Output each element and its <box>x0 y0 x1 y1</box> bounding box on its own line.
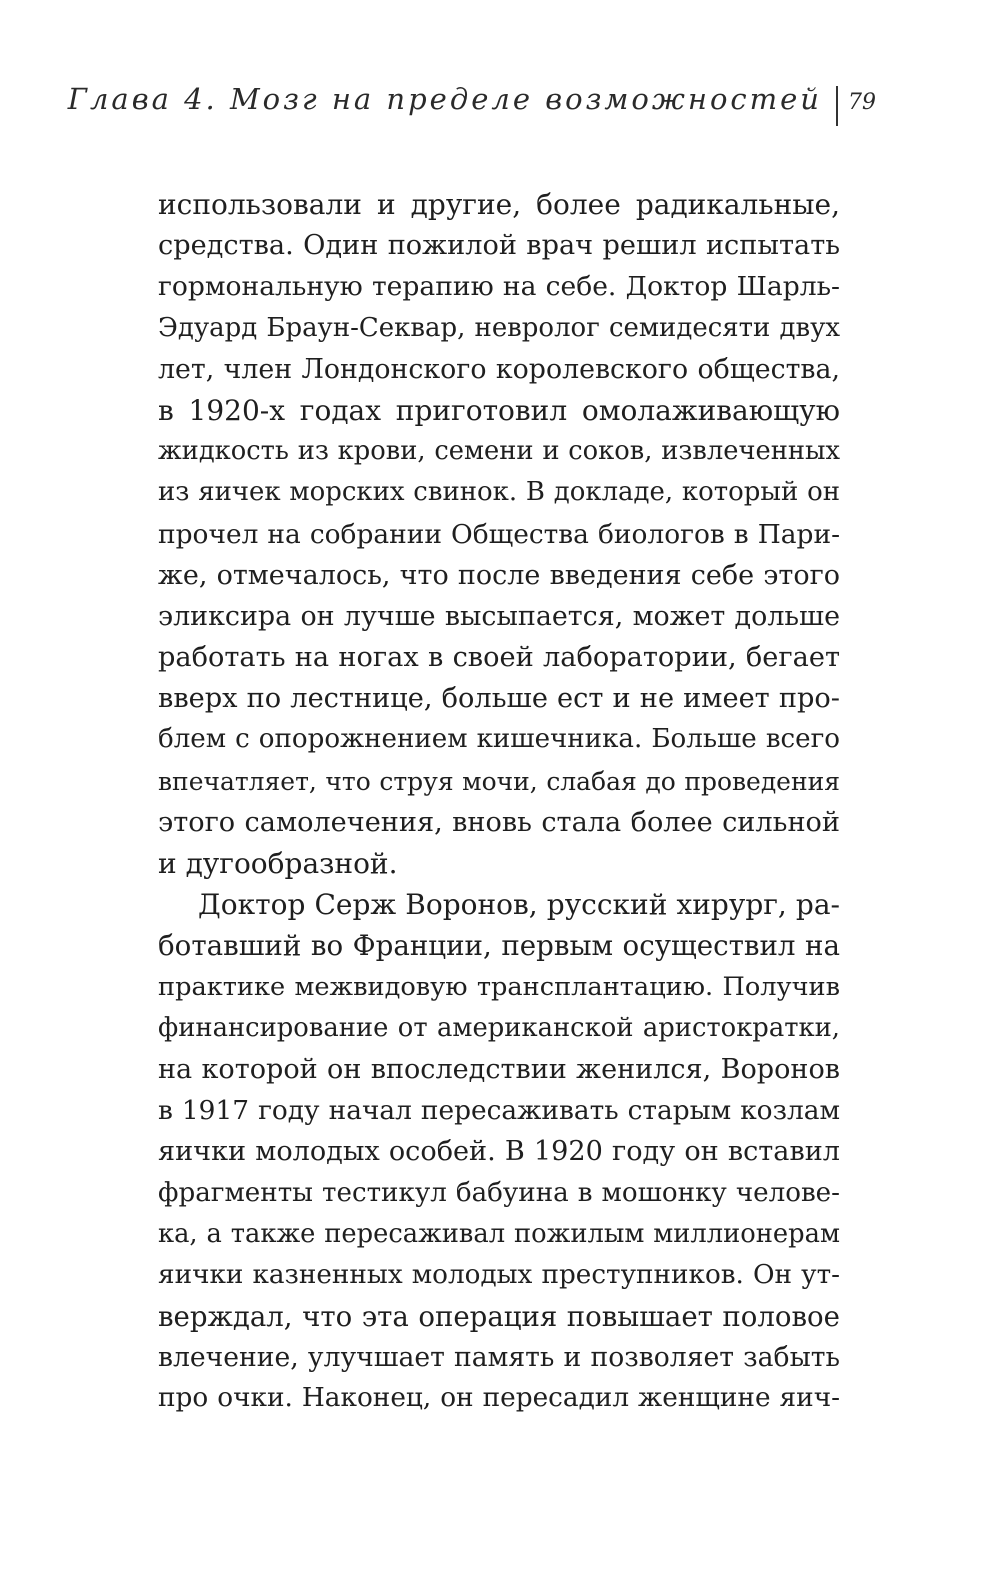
paragraph-end-line: и дугообразной. <box>158 847 398 880</box>
text-line: прочел на собрании Общества биологов в Пари- <box>158 518 840 550</box>
text-line: верждал, что эта операция повышает половое <box>158 1300 840 1334</box>
text-line: в 1920-х годах приготовил омолаживающую <box>158 393 840 427</box>
text-line: яички казненных молодых преступников. Он ут- <box>158 1259 840 1290</box>
text-line: этого самолечения, вновь стала более сильной <box>158 806 840 838</box>
text-line: на которой он впоследствии женился, Воронов <box>158 1053 840 1085</box>
text-line: блем с опорожнением кишечника. Больше всего <box>158 724 840 755</box>
text-line: ка, а также пересаживал пожилым миллионерам <box>158 1218 840 1249</box>
text-line: работать на ногах в своей лаборатории, бегает <box>158 642 840 674</box>
header-divider <box>836 86 838 126</box>
running-header <box>0 80 1000 136</box>
text-line: про очки. Наконец, он пересадил женщине яич- <box>158 1383 840 1414</box>
text-line: лет, член Лондонского королевского общества, <box>158 353 840 385</box>
body-text <box>158 184 840 1420</box>
text-line: финансирование от американской аристократки, <box>158 1012 840 1043</box>
text-line: эликсира он лучше высыпается, может дольше <box>158 600 840 632</box>
paragraph-first-line: Доктор Серж Воронов, русский хирург, ра- <box>198 888 840 922</box>
text-line: впечатляет, что струя мочи, слабая до проведения <box>158 766 840 796</box>
text-line: из яичек морских свинок. В докладе, который он <box>158 477 840 508</box>
text-line: практике межвидовую трансплантацию. Получив <box>158 971 840 1002</box>
text-line: вверх по лестнице, больше ест и не имеет про- <box>158 683 840 715</box>
text-line: ботавший во Франции, первым осуществил на <box>158 929 840 963</box>
text-line: Эдуард Браун-Секвар, невролог семидесяти двух <box>158 312 840 343</box>
text-line: гормональную терапию на себе. Доктор Шарль- <box>158 271 840 303</box>
text-line: же, отмечалось, что после введения себе этого <box>158 559 840 591</box>
text-line: фрагменты тестикул бабуина в мошонку челове- <box>158 1177 840 1208</box>
text-line: жидкость из крови, семени и соков, извлеченных <box>158 436 840 467</box>
text-line: яички молодых особей. В 1920 году он вставил <box>158 1136 840 1168</box>
text-line: влечение, улучшает память и позволяет забыть <box>158 1342 840 1374</box>
chapter-running-head: Глава 4. Мозг на пределе возможностей <box>67 82 822 116</box>
text-line: в 1917 году начал пересаживать старым козлам <box>158 1095 840 1127</box>
page-number: 79 <box>848 90 876 115</box>
text-line: средства. Один пожилой врач решил испытать <box>158 230 840 262</box>
text-line: использовали и другие, более радикальные, <box>158 188 840 221</box>
